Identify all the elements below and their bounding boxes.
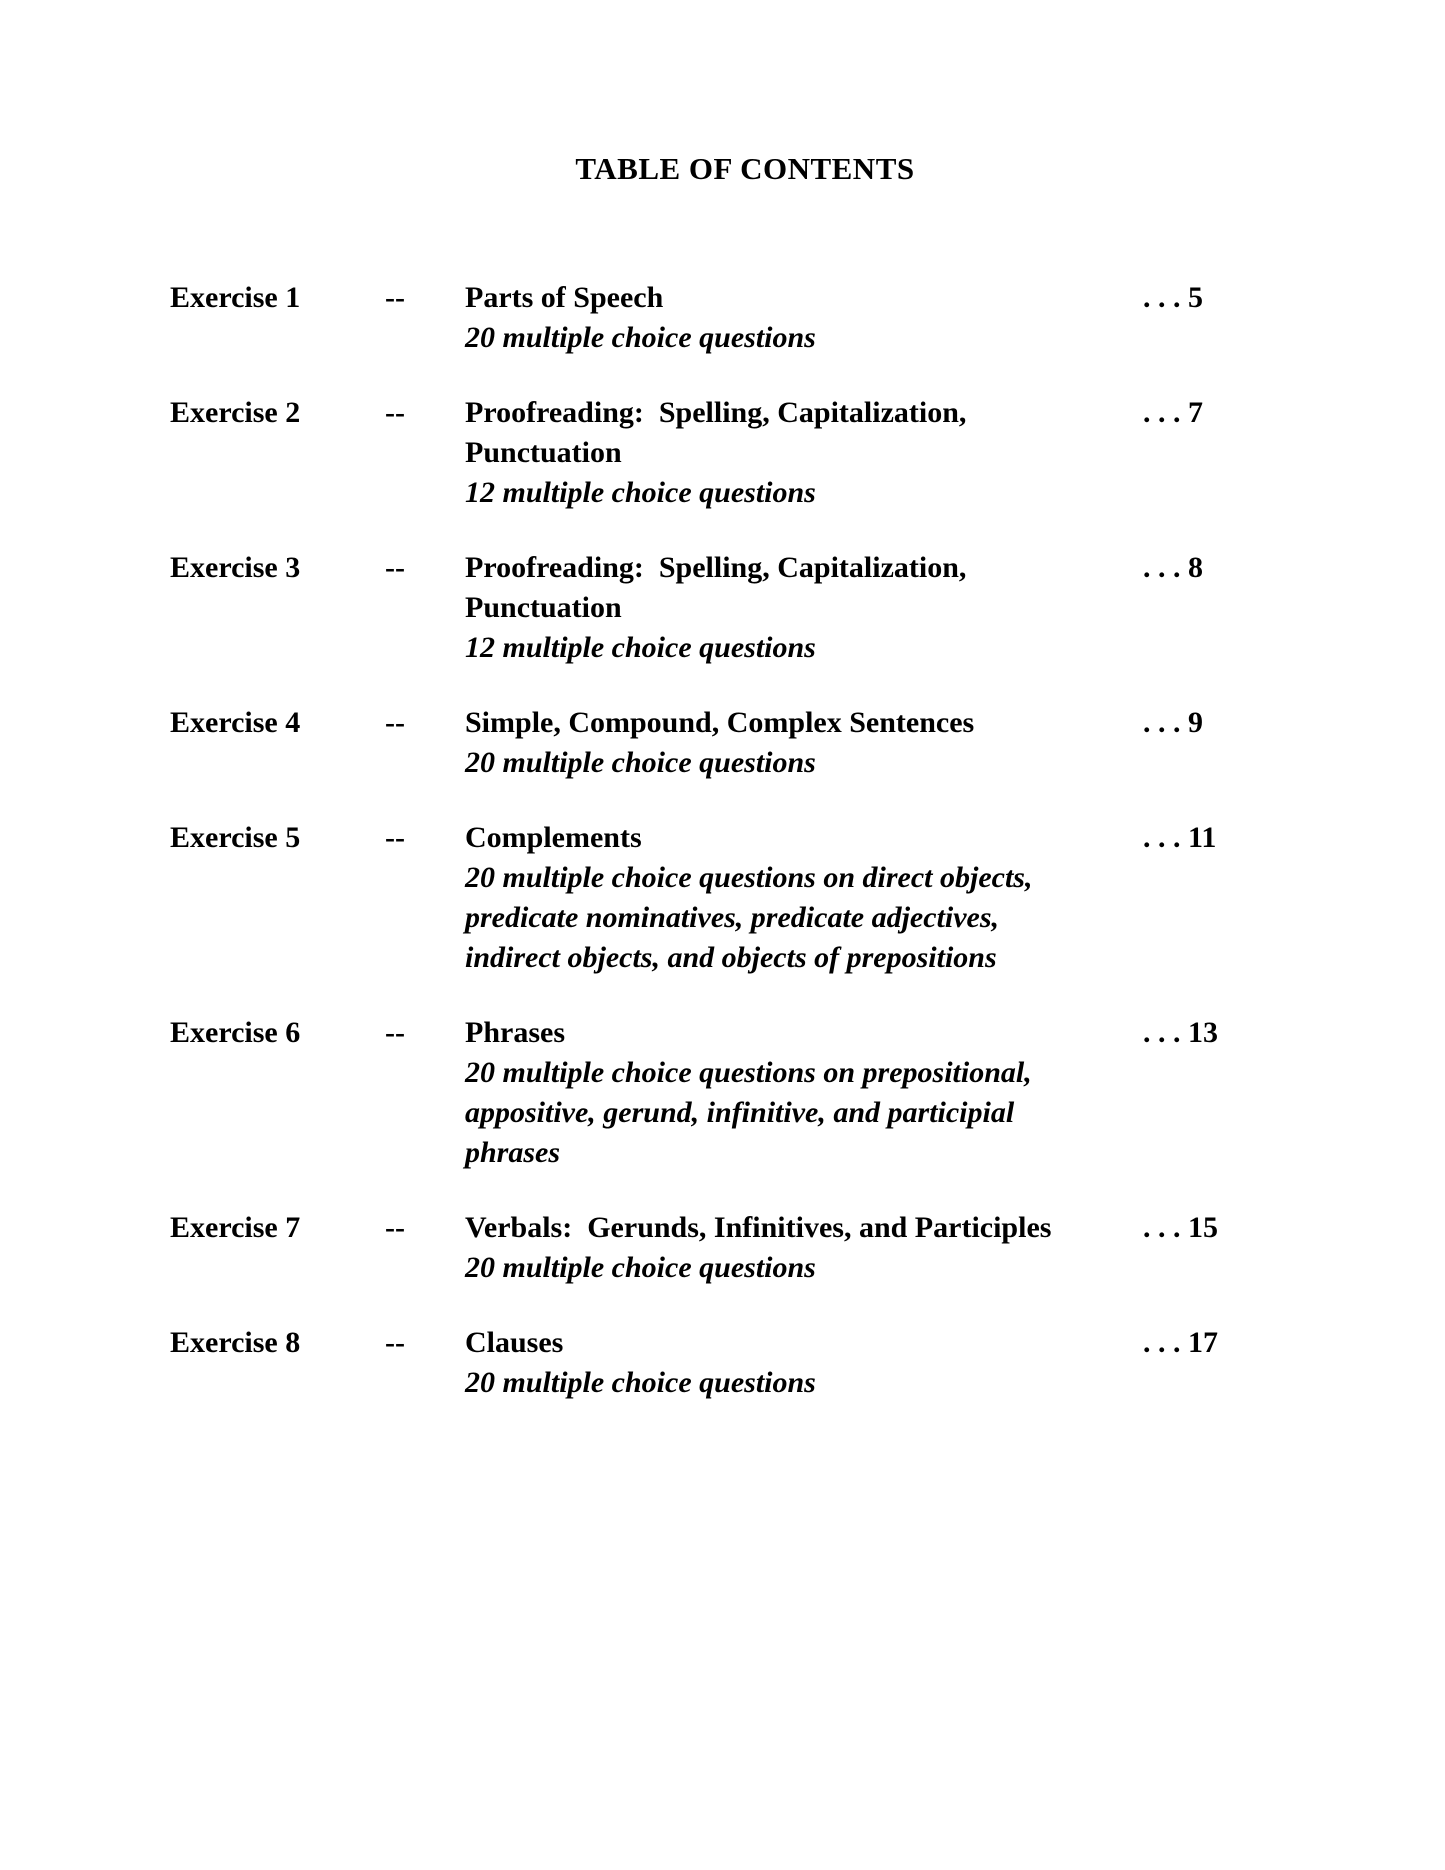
toc-entry-exercise-8	[170, 1323, 1445, 1403]
entry-description	[465, 278, 1143, 358]
toc-list	[170, 278, 1445, 1403]
separator-dash: --	[385, 706, 405, 739]
toc-entry-exercise-2	[170, 393, 1445, 513]
separator-dash: --	[385, 396, 405, 429]
entry-note-line: 20 multiple choice questions	[465, 746, 816, 779]
entry-title-line: Phrases	[465, 1016, 565, 1049]
page-number: . . . 9	[1143, 706, 1203, 739]
entry-description	[465, 548, 1143, 668]
entry-note-line: 20 multiple choice questions	[465, 1366, 816, 1399]
entry-title-line: Verbals: Gerunds, Infinitives, and Participles	[465, 1211, 1052, 1244]
page-number: . . . 5	[1143, 281, 1203, 314]
toc-entry-exercise-5	[170, 818, 1445, 978]
exercise-label: Exercise 5	[170, 821, 301, 854]
exercise-label: Exercise 7	[170, 1211, 301, 1244]
entry-description	[465, 393, 1143, 513]
entry-note-line: predicate nominatives, predicate adjectives,	[465, 901, 1000, 934]
entry-title-line: Complements	[465, 821, 642, 854]
exercise-label: Exercise 4	[170, 706, 301, 739]
page-title: TABLE OF CONTENTS	[575, 151, 915, 186]
entry-note-line: 12 multiple choice questions	[465, 631, 816, 664]
exercise-label: Exercise 2	[170, 396, 301, 429]
separator-dash: --	[385, 551, 405, 584]
page-number: . . . 11	[1143, 821, 1217, 854]
page-number: . . . 17	[1143, 1326, 1218, 1359]
separator-dash: --	[385, 821, 405, 854]
exercise-label: Exercise 6	[170, 1016, 301, 1049]
entry-note-line: 20 multiple choice questions on prepositional,	[465, 1056, 1032, 1089]
entry-title-line: Proofreading: Spelling, Capitalization,	[465, 396, 967, 429]
entry-note-line: phrases	[465, 1136, 561, 1169]
toc-entry-exercise-3	[170, 548, 1445, 668]
entry-description	[465, 1013, 1143, 1173]
entry-note-line: 20 multiple choice questions	[465, 1251, 816, 1284]
entry-description	[465, 703, 1143, 783]
page-number: . . . 15	[1143, 1211, 1218, 1244]
separator-dash: --	[385, 1211, 405, 1244]
entry-title-line: Simple, Compound, Complex Sentences	[465, 706, 975, 739]
entry-title-line: Clauses	[465, 1326, 564, 1359]
entry-description	[465, 1323, 1143, 1403]
exercise-label: Exercise 1	[170, 281, 301, 314]
entry-note-line: 12 multiple choice questions	[465, 476, 816, 509]
entry-title-line: Proofreading: Spelling, Capitalization,	[465, 551, 967, 584]
separator-dash: --	[385, 281, 405, 314]
entry-title-line: Punctuation	[465, 436, 622, 469]
exercise-label: Exercise 8	[170, 1326, 301, 1359]
entry-note-line: 20 multiple choice questions	[465, 321, 816, 354]
separator-dash: --	[385, 1016, 405, 1049]
toc-entry-exercise-6	[170, 1013, 1445, 1173]
toc-entry-exercise-4	[170, 703, 1445, 783]
entry-description	[465, 818, 1143, 978]
toc-entry-exercise-1	[170, 278, 1445, 358]
exercise-label: Exercise 3	[170, 551, 301, 584]
entry-description	[465, 1208, 1143, 1288]
page-number: . . . 8	[1143, 551, 1203, 584]
entry-title-line: Punctuation	[465, 591, 622, 624]
entry-note-line: indirect objects, and objects of prepositions	[465, 941, 997, 974]
entry-title-line: Parts of Speech	[465, 281, 664, 314]
entry-note-line: 20 multiple choice questions on direct objects,	[465, 861, 1033, 894]
entry-note-line: appositive, gerund, infinitive, and participial	[465, 1096, 1015, 1129]
toc-entry-exercise-7	[170, 1208, 1445, 1288]
separator-dash: --	[385, 1326, 405, 1359]
page-number: . . . 13	[1143, 1016, 1218, 1049]
page-number: . . . 7	[1143, 396, 1203, 429]
